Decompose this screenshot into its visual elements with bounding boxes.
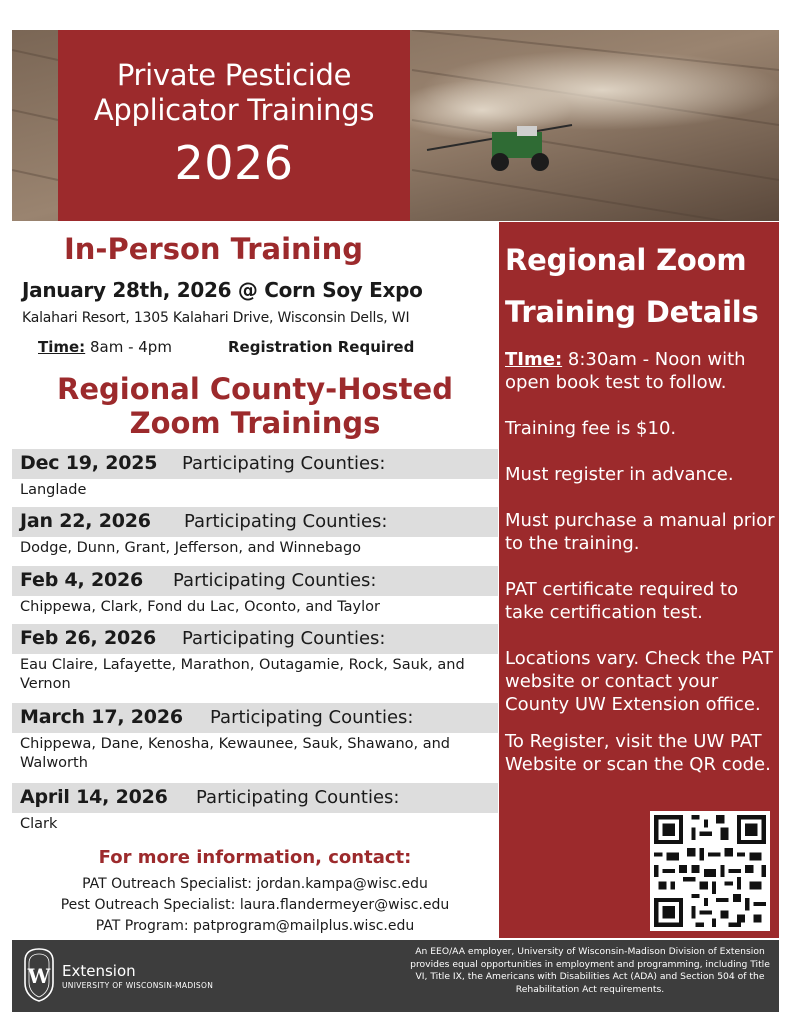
extension-name: Extension	[62, 962, 136, 980]
participating-counties-label: Participating Counties:	[173, 570, 377, 591]
session-counties: Chippewa, Clark, Fond du Lac, Oconto, and Taylor	[20, 599, 381, 615]
in-person-location: Kalahari Resort, 1305 Kalahari Drive, Wisconsin Dells, WI	[22, 310, 410, 326]
session-date: Jan 22, 2026	[20, 510, 151, 532]
panel-certificate: PAT certificate required to take certification test.	[505, 579, 739, 623]
in-person-time-value: 8am - 4pm	[85, 338, 172, 356]
participating-counties-label: Participating Counties:	[210, 707, 414, 728]
hero-title-line1: Private Pesticide	[116, 58, 352, 92]
contact-pest-outreach[interactable]: Pest Outreach Specialist: laura.flandermeyer@wisc.edu	[60, 897, 450, 913]
panel-details-list	[505, 348, 777, 799]
eeo-statement: An EEO/AA employer, University of Wisconsin-Madison Division of Extension provides equal opportunities in employment and programming, including Title VI, Title IX, the Americans with Disabilities Act (ADA) and Section 504 of the Rehabilitation Act requirements.	[410, 946, 770, 995]
hero-banner	[12, 30, 779, 221]
hero-title-line2: Applicator Trainings	[93, 93, 375, 127]
footer	[12, 940, 779, 1012]
panel-title	[505, 234, 759, 338]
panel-fee: Training fee is $10.	[505, 418, 677, 439]
session-counties: Eau Claire, Lafayette, Marathon, Outagamie, Rock, Sauk, and Vernon	[20, 657, 465, 692]
participating-counties-label: Participating Counties:	[184, 511, 388, 532]
panel-time	[505, 348, 777, 394]
qr-code-icon[interactable]	[650, 811, 770, 931]
uw-crest-icon	[22, 947, 56, 1003]
panel-manual: Must purchase a manual prior to the training.	[505, 510, 775, 554]
participating-counties-label: Participating Counties:	[196, 787, 400, 808]
session-counties: Clark	[20, 816, 58, 832]
session-counties: Langlade	[20, 482, 87, 498]
session-date: Dec 19, 2025	[20, 452, 158, 474]
session-date: Feb 4, 2026	[20, 569, 144, 591]
panel-time-label: TIme:	[505, 349, 563, 370]
panel-to-register: To Register, visit the UW PAT Website or scan the QR code.	[505, 731, 771, 775]
zoom-heading-line2: Zoom Trainings	[129, 406, 381, 440]
in-person-date: January 28th, 2026 @ Corn Soy Expo	[22, 278, 423, 302]
zoom-heading-line1: Regional County-Hosted	[57, 372, 453, 406]
panel-title-line2: Training Details	[505, 295, 759, 329]
registration-required-note: Registration Required	[228, 338, 415, 356]
session-date: March 17, 2026	[20, 706, 183, 728]
participating-counties-label: Participating Counties:	[182, 628, 386, 649]
in-person-time-label: Time:	[38, 338, 86, 356]
extension-subtitle: UNIVERSITY OF WISCONSIN-MADISON	[62, 981, 214, 990]
zoom-details-panel	[499, 222, 779, 938]
in-person-heading: In-Person Training	[64, 232, 364, 266]
panel-title-line1: Regional Zoom	[505, 243, 747, 277]
panel-time-value: 8:30am - Noon with open book test to follow.	[505, 349, 746, 393]
hero-title-box	[58, 30, 410, 221]
panel-locations: Locations vary. Check the PAT website or contact your County UW Extension office.	[505, 648, 773, 715]
uw-crest-letter: W	[27, 964, 51, 988]
contact-pat-program[interactable]: PAT Program: patprogram@mailplus.wisc.edu	[95, 918, 415, 934]
participating-counties-label: Participating Counties:	[182, 453, 386, 474]
zoom-trainings-heading	[12, 372, 498, 440]
contact-heading: For more information, contact:	[98, 847, 412, 868]
contact-pat-outreach[interactable]: PAT Outreach Specialist: jordan.kampa@wisc.edu	[82, 876, 428, 892]
session-date: April 14, 2026	[20, 786, 168, 808]
session-counties: Chippewa, Dane, Kenosha, Kewaunee, Sauk, Shawano, and Walworth	[20, 736, 451, 771]
session-date: Feb 26, 2026	[20, 627, 157, 649]
panel-register-advance: Must register in advance.	[505, 464, 734, 485]
in-person-time	[38, 338, 172, 356]
contact-list	[12, 874, 498, 937]
hero-year: 2026	[174, 136, 294, 190]
session-counties: Dodge, Dunn, Grant, Jefferson, and Winnebago	[20, 540, 362, 556]
